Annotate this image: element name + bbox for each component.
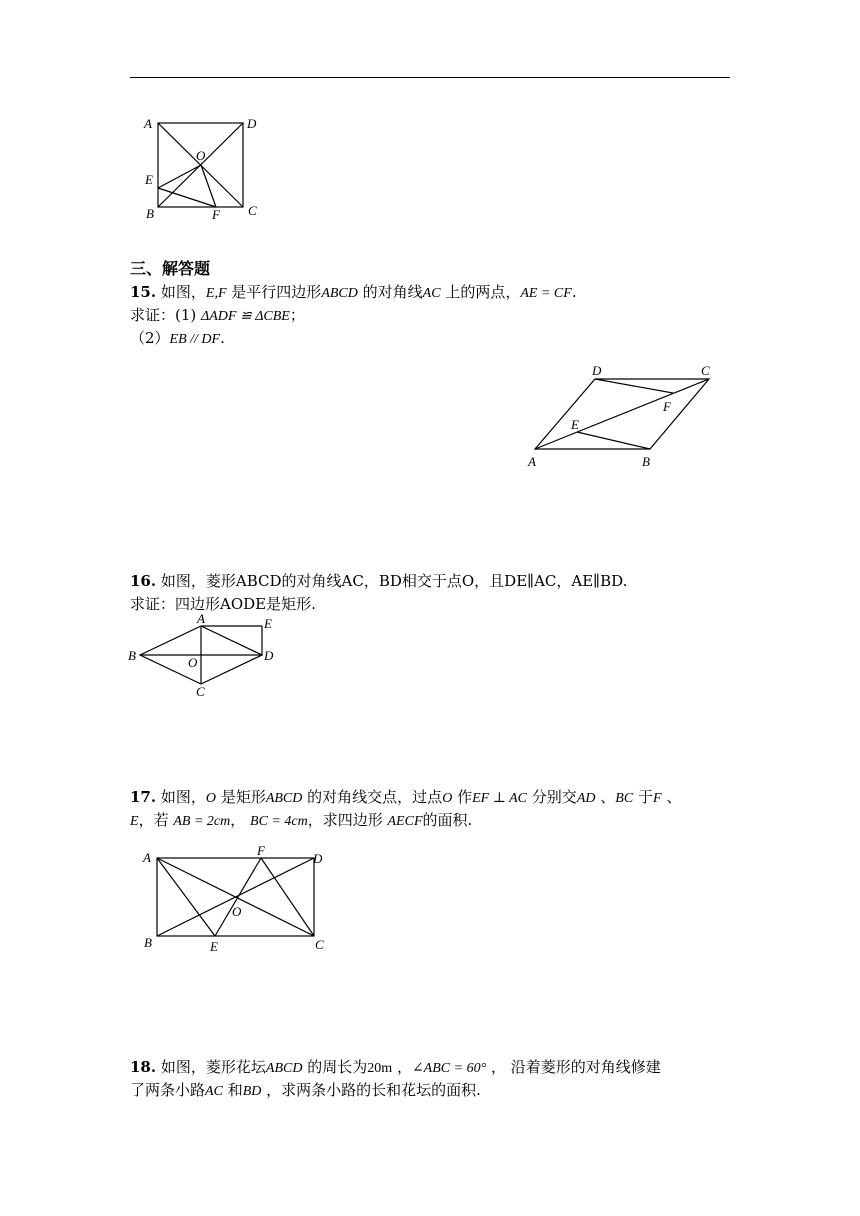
- q15-line1: 15. 如图，E,F 是平行四边形ABCD 的对角线AC 上的两点，AE = CF.: [130, 283, 577, 301]
- parallelogram-figure: [522, 360, 727, 475]
- label-D: D: [313, 851, 323, 866]
- label-A: A: [528, 454, 536, 469]
- label-A: A: [143, 850, 151, 865]
- section-title: 三、解答题: [130, 259, 211, 278]
- rhombus-figure: [126, 612, 286, 702]
- label-E: E: [571, 417, 579, 432]
- q18-line1: 18. 如图，菱形花坛ABCD 的周长为20m ，∠ABC = 60° ， 沿着菱形的对角线修建: [130, 1058, 661, 1076]
- label-C: C: [315, 937, 324, 952]
- label-B: B: [146, 206, 154, 221]
- label-F: F: [663, 399, 671, 414]
- label-B: B: [642, 454, 650, 469]
- q18-number: 18.: [130, 1058, 157, 1076]
- label-E: E: [145, 172, 153, 187]
- label-O: O: [232, 904, 242, 919]
- q15-line3: （2）EB // DF.: [130, 329, 225, 347]
- label-B: B: [144, 935, 152, 950]
- label-C: C: [196, 684, 205, 699]
- label-A: A: [197, 611, 205, 626]
- q17-number: 17.: [130, 788, 157, 806]
- q17-line2: E，若 AB = 2cm， BC = 4cm，求四边形 AECF的面积.: [130, 811, 473, 829]
- q18-line2: 了两条小路AC 和BD ，求两条小路的长和花坛的面积.: [130, 1081, 481, 1099]
- label-E: E: [210, 939, 218, 954]
- square-figure: [140, 112, 270, 224]
- q17-line1: 17. 如图，O 是矩形ABCD 的对角线交点，过点O 作EF ⊥ AC 分别交AD 、BC 于F 、: [130, 788, 682, 806]
- label-F: F: [257, 843, 265, 858]
- label-C: C: [701, 363, 710, 378]
- label-A: A: [144, 116, 152, 131]
- label-O: O: [196, 148, 206, 163]
- label-O: O: [188, 655, 198, 670]
- label-D: D: [592, 363, 602, 378]
- q15-line2: 求证：(1) ΔADF ≌ ΔCBE；: [130, 306, 305, 324]
- q16-line1: 16. 如图，菱形ABCD的对角线AC，BD相交于点O，且DE∥AC，AE∥BD.: [130, 572, 628, 590]
- label-C: C: [248, 203, 257, 218]
- q16-line2: 求证：四边形AODE是矩形.: [130, 595, 316, 613]
- label-D: D: [247, 116, 257, 131]
- label-D: D: [264, 648, 274, 663]
- label-B: B: [128, 648, 136, 663]
- label-F: F: [212, 207, 220, 222]
- rectangle-figure: [138, 842, 338, 957]
- header-rule: [130, 77, 730, 78]
- label-E: E: [264, 616, 272, 631]
- q15-number: 15.: [130, 283, 157, 301]
- q16-number: 16.: [130, 572, 157, 590]
